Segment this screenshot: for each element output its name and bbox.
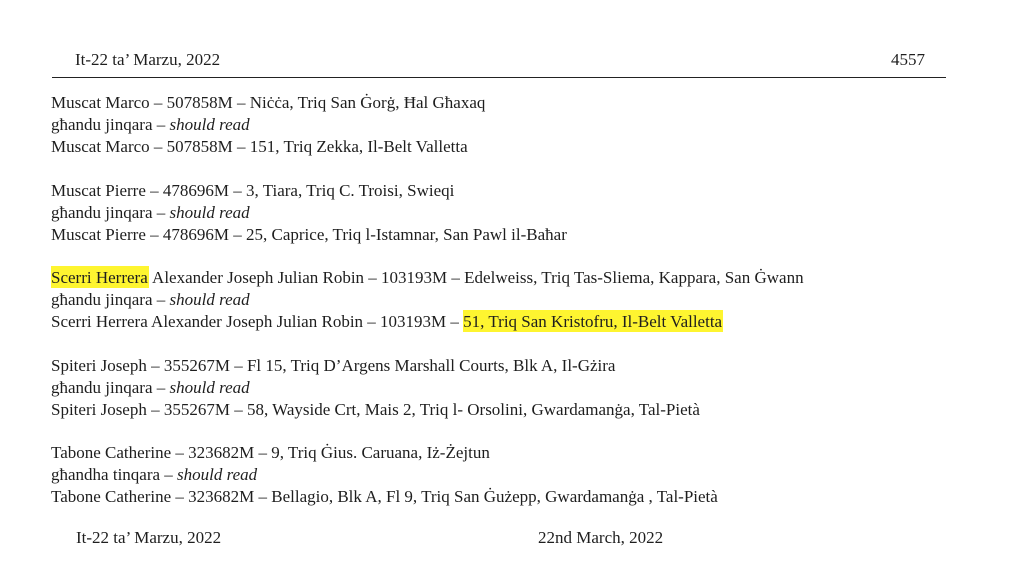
entry-correction-note: għandu jinqara – should read: [51, 290, 250, 309]
corrections-list: [51, 92, 991, 508]
entry-scerri-herrera: [51, 267, 991, 333]
header-date: It-22 ta’ Marzu, 2022: [75, 50, 221, 69]
correction-mt: għandu jinqara: [51, 115, 153, 134]
correction-mt: għandu jinqara: [51, 290, 153, 309]
correction-en: should read: [169, 290, 250, 309]
highlighted-surname: Scerri Herrera: [51, 268, 148, 287]
entry-original: [51, 267, 991, 289]
entry-tabone-catherine: [51, 442, 991, 508]
page-number: 4557: [891, 50, 925, 69]
entry-corrected: Muscat Marco – 507858M – 151, Triq Zekka, Il-Belt Valletta: [51, 137, 468, 156]
correction-mt: għandu jinqara: [51, 202, 153, 222]
entry-correction-note: għandha tinqara – should read: [51, 465, 258, 484]
correction-en: should read: [177, 465, 258, 484]
correction-en: should read: [169, 115, 250, 134]
correction-mt: għandu jinqara: [51, 377, 153, 397]
footer-date-en: 22nd March, 2022: [538, 528, 664, 547]
highlighted-address: 51, Triq San Kristofru, Il-Belt Valletta: [463, 312, 723, 331]
entry-correction-note: għandu jinqara – should read: [51, 377, 250, 397]
entry-correction-note: għandu jinqara – should read: [51, 202, 250, 222]
correction-mt: għandha tinqara: [51, 465, 161, 484]
entry-muscat-pierre: [51, 180, 991, 246]
entry-corrected: Tabone Catherine – 323682M – Bellagio, Blk A, Fl 9, Triq San Ġużepp, Gwardamanġa , Tal-Pietà: [51, 487, 718, 506]
correction-en: should read: [169, 202, 250, 222]
footer-date-mt: It-22 ta’ Marzu, 2022: [76, 528, 222, 547]
entry-corrected: [51, 311, 991, 333]
entry-spiteri-joseph: [51, 355, 991, 421]
entry-original: Spiteri Joseph – 355267M – Fl 15, Triq D’Argens Marshall Courts, Blk A, Il-Gżira: [51, 355, 616, 375]
entry-original: Muscat Marco – 507858M – Niċċa, Triq San Ġorġ, Ħal Għaxaq: [51, 93, 486, 112]
header-rule: [52, 77, 946, 78]
entry-original: Muscat Pierre – 478696M – 3, Tiara, Triq C. Troisi, Swieqi: [51, 180, 455, 200]
entry-corrected: Muscat Pierre – 478696M – 25, Caprice, Triq l-Istamnar, San Pawl il-Baħar: [51, 224, 567, 244]
entry-original-rest: Alexander Joseph Julian Robin – 103193M – Edelweiss, Triq Tas-Sliema, Kappara, San Ġwann: [148, 268, 804, 287]
entry-correction-note: għandu jinqara – should read: [51, 115, 250, 134]
correction-en: should read: [169, 377, 250, 397]
entry-corrected-prefix: Scerri Herrera Alexander Joseph Julian Robin – 103193M –: [51, 312, 464, 331]
entry-muscat-marco: [51, 92, 991, 158]
entry-original: Tabone Catherine – 323682M – 9, Triq Ġius. Caruana, Iż-Żejtun: [51, 443, 490, 462]
entry-corrected: Spiteri Joseph – 355267M – 58, Wayside Crt, Mais 2, Triq l- Orsolini, Gwardamanġa, Tal-Pietà: [51, 399, 700, 419]
